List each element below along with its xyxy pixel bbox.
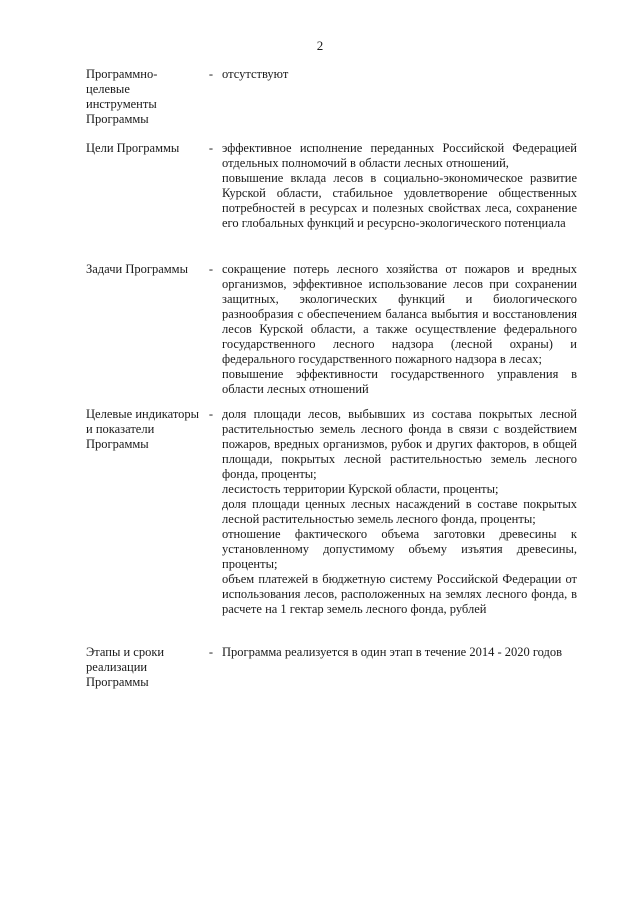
content-paragraph: лесистость территории Курской области, проценты;: [222, 482, 499, 496]
row-label: Целевые индикаторы и показатели Программы: [86, 407, 200, 451]
page-number: 2: [316, 38, 324, 53]
content-paragraph: Программа реализуется в один этап в течение 2014 - 2020 годов: [222, 645, 563, 659]
content-paragraph: доля площади лесов, выбывших из состава покрытых лесной растительностью земель лесного фонда в связи с воздействием пожаров, вредных организмов, рубок и других факторов, в общей площади, покрытых лесной растительностью земель лесного фонда, проценты;: [222, 407, 577, 481]
content-paragraph: повышение вклада лесов в социально-экономическое развитие Курской области, стабильное удовлетворение общественных потребностей в ресурсах и полезных свойствах леса, сохранение его глобальных функций и ресурсно-экологического потенциала: [222, 171, 577, 230]
content-paragraph: объем платежей в бюджетную систему Российской Федерации от использования лесов, расположенных на землях лесного фонда, в расчете на 1 гектар земель лесного фонда, рублей: [222, 572, 577, 616]
row-program-tools: [86, 67, 586, 127]
row-dash: -: [208, 141, 214, 155]
content-paragraph: отношение фактического объема заготовки древесины к установленному допустимому объему изъятия древесины, проценты;: [222, 527, 577, 571]
row-content: [222, 67, 577, 127]
row-label: Программно-целевые инструменты Программы: [86, 67, 158, 126]
row-label: Этапы и сроки реализации Программы: [86, 645, 165, 689]
content-paragraph: сокращение потерь лесного хозяйства от пожаров и вредных организмов, эффективное использование лесов при сохранении защитных, экологических функций и биологического разнообразия с обеспечением баланса выбытия и восстановления лесов Курской области, а также осуществление федерального государственного лесного надзора (лесной охраны) и федерального государственного пожарного надзора в лесах;: [222, 262, 577, 366]
row-content: [222, 645, 577, 690]
row-program-goals: [86, 141, 586, 231]
row-dash: -: [208, 645, 214, 659]
row-stages-and-timing: [86, 645, 586, 690]
row-content: [222, 262, 577, 397]
row-label: Цели Программы: [86, 141, 180, 155]
content-paragraph: отсутствуют: [222, 67, 289, 81]
content-paragraph: доля площади ценных лесных насаждений в составе покрытых лесной растительностью земель лесного фонда, проценты;: [222, 497, 577, 526]
row-dash: -: [208, 407, 214, 421]
row-dash: -: [208, 262, 214, 276]
row-label: Задачи Программы: [86, 262, 188, 276]
row-program-tasks: [86, 262, 586, 397]
row-content: [222, 141, 577, 231]
row-target-indicators: [86, 407, 586, 617]
row-dash: -: [208, 67, 214, 81]
content-paragraph: эффективное исполнение переданных Российской Федерацией отдельных полномочий в области лесных отношений,: [222, 141, 577, 170]
row-content: [222, 407, 577, 617]
content-paragraph: повышение эффективности государственного управления в области лесных отношений: [222, 367, 577, 396]
